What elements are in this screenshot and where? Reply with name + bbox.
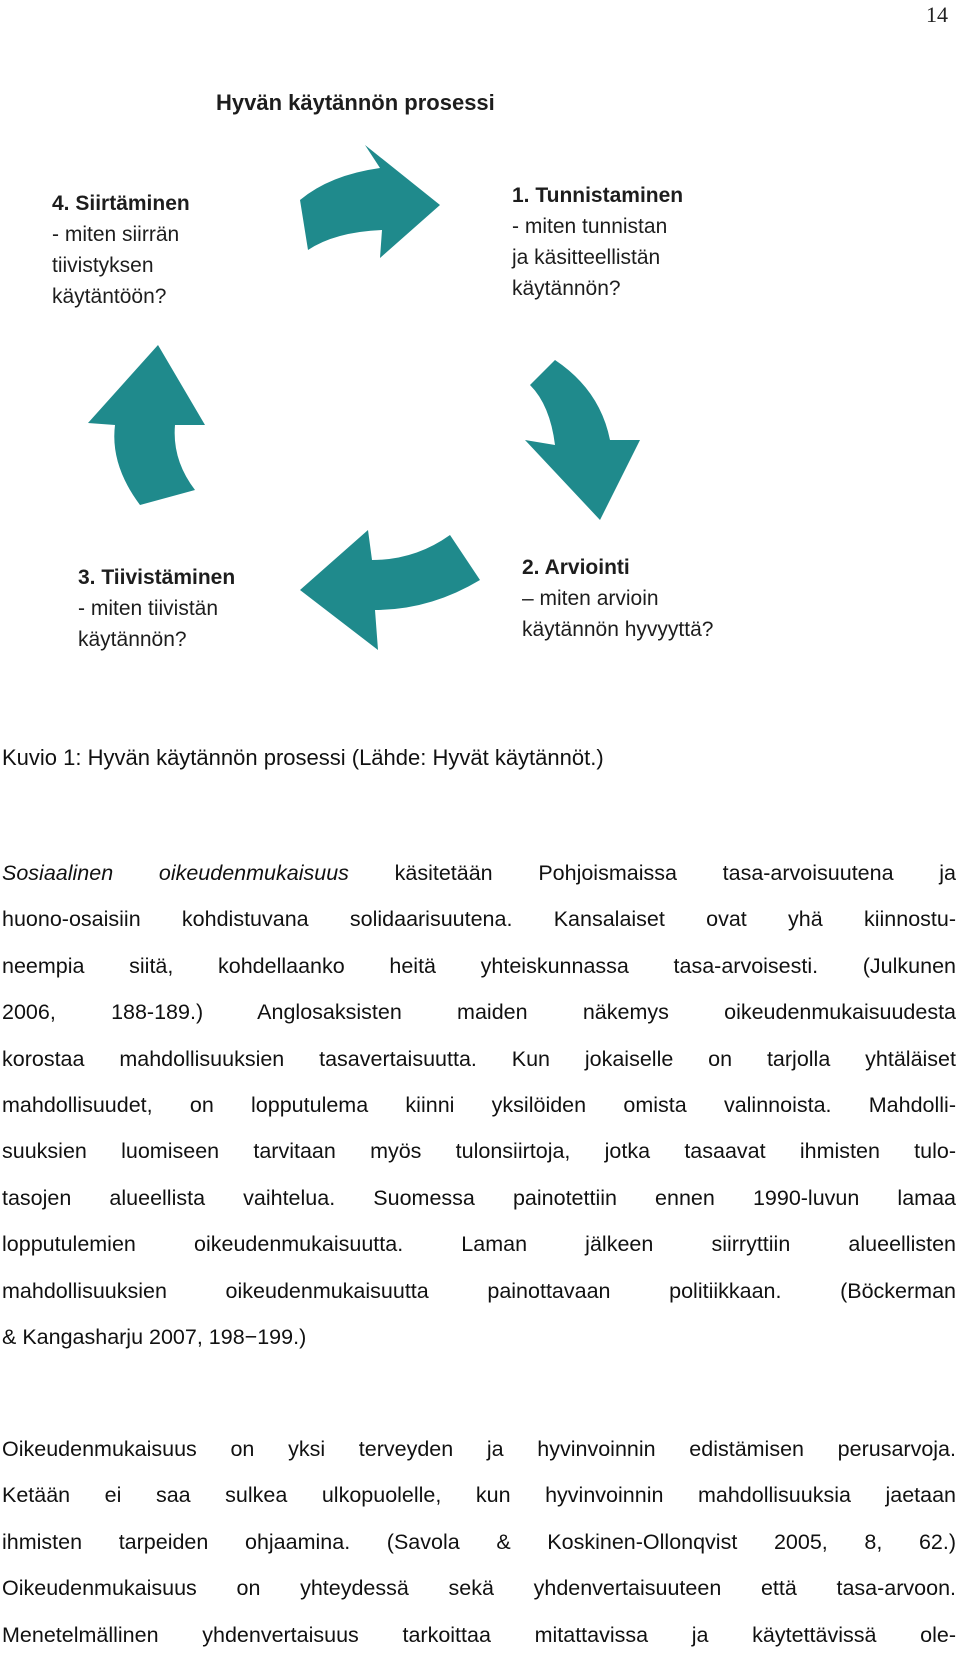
step-heading: 4. Siirtäminen (52, 192, 190, 215)
figure-caption: Kuvio 1: Hyvän käytännön prosessi (Lähde: Hyvät käytännöt.) (2, 745, 604, 770)
step-heading: 1. Tunnistaminen (512, 184, 684, 207)
paragraph-1 (2, 850, 956, 1360)
step-1-label (512, 180, 683, 304)
line-text: käsitetään Pohjoismaissa tasa-arvoisuutena ja (348, 861, 956, 885)
arrow-to-step4-icon (88, 345, 205, 505)
text-line: Menetelmällinen yhdenvertaisuus tarkoittaa mitattavissa ja käytettävissä ole- (2, 1622, 956, 1647)
arrow-to-step3-icon (300, 530, 480, 650)
text-line: korostaa mahdollisuuksien tasavertaisuutta. Kun jokaiselle on tarjolla yhtäläiset (2, 1046, 956, 1071)
text-line: Oikeudenmukaisuus on yksi terveyden ja hyvinvoinnin edistämisen perusarvoja. (2, 1437, 956, 1461)
step-line: käytäntöön? (52, 285, 167, 308)
text-line: huono-osaisiin kohdistuvana solidaarisuutena. Kansalaiset ovat yhä kiinnostu- (2, 907, 956, 932)
emphasis-term: Sosiaalinen oikeudenmukaisuus (2, 861, 349, 885)
page-number: 14 (926, 2, 948, 27)
text-line: neempia siitä, kohdellaanko heitä yhteiskunnassa tasa-arvoisesti. (Julkunen (2, 953, 956, 978)
text-line: Oikeudenmukaisuus on yhteydessä sekä yhdenvertaisuuteen että tasa-arvoon. (2, 1576, 956, 1601)
text-line: suuksien luomiseen tarvitaan myös tulonsiirtoja, jotka tasaavat ihmisten tulo- (2, 1139, 956, 1164)
text-line: ihmisten tarpeiden ohjaamina. (Savola & Koskinen-Ollonqvist 2005, 8, 62.) (2, 1529, 956, 1554)
text-line: Ketään ei saa sulkea ulkopuolelle, kun hyvinvoinnin mahdollisuuksia jaetaan (2, 1483, 956, 1508)
step-line: - miten tunnistan (512, 215, 668, 238)
step-4-label (52, 188, 190, 312)
diagram-title: Hyvän käytännön prosessi (216, 90, 495, 115)
text-line: mahdollisuudet, on lopputulema kiinni yksilöiden omista valinnoista. Mahdolli- (2, 1092, 956, 1117)
step-line: – miten arvioin (522, 587, 659, 610)
step-heading: 2. Arviointi (522, 556, 630, 579)
step-line: ja käsitteellistän (512, 246, 661, 269)
text-line (2, 850, 956, 896)
text-line: & Kangasharju 2007, 198−199.) (2, 1324, 307, 1349)
step-line: käytännön? (78, 628, 187, 651)
step-line: - miten tiivistän (78, 597, 219, 620)
step-line: tiivistyksen (52, 254, 154, 277)
text-line: lopputulemien oikeudenmukaisuutta. Laman jälkeen siirryttiin alueellisten (2, 1232, 956, 1257)
step-line: käytännön? (512, 277, 621, 300)
step-line: - miten siirrän (52, 223, 180, 246)
step-line: käytännön hyvyyttä? (522, 618, 714, 641)
text-line: tasojen alueellista vaihtelua. Suomessa painotettiin ennen 1990-luvun lamaa (2, 1185, 956, 1210)
step-2-label (522, 552, 713, 645)
step-3-label (78, 562, 235, 655)
text-line: mahdollisuuksien oikeudenmukaisuutta painottavaan politiikkaan. (Böckerman (2, 1278, 956, 1303)
step-heading: 3. Tiivistäminen (78, 566, 236, 589)
paragraph-2 (2, 1426, 956, 1658)
arrow-to-step2-icon (525, 360, 640, 520)
process-diagram (0, 0, 960, 700)
arrow-to-step1-icon (300, 145, 440, 258)
text-line: 2006, 188-189.) Anglosaksisten maiden näkemys oikeudenmukaisuudesta (2, 1000, 956, 1025)
